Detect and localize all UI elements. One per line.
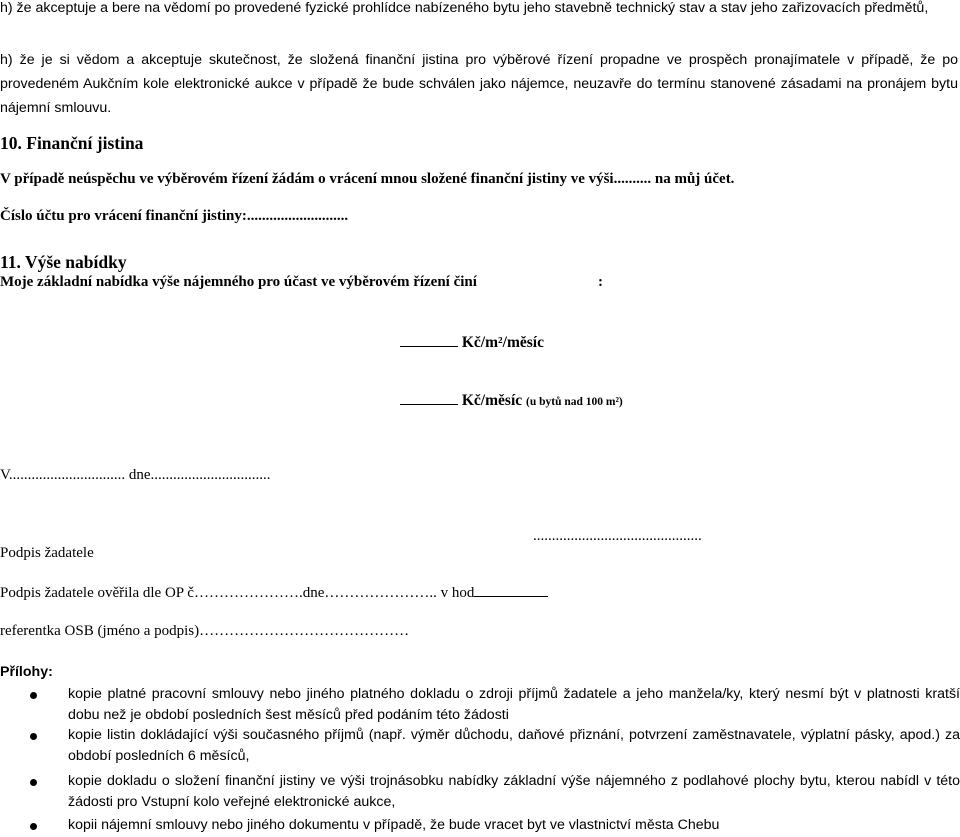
- list-item: kopie platné pracovní smlouvy nebo jiného platného dokladu o zdroji příjmů žadatele a jeho manžela/ky, který nesmí být v platnosti kratší dobu než je období posledních šest měsíců před podáním této žádosti: [68, 684, 960, 726]
- bullet-icon: [30, 692, 37, 699]
- refund-request: [0, 171, 734, 188]
- offer-text: Moje základní nabídka výše nájemného pro účast ve výběrovém řízení činí: [0, 274, 477, 290]
- attachments-heading: Přílohy:: [0, 664, 53, 680]
- list-item: kopie dokladu o složení finanční jistiny ve výši trojnásobku nabídky základní výše nájemného z podlahové plochy bytu, kterou nabídl v této žádosti pro Vstupní kolo veřejné elektronické aukce,: [68, 771, 960, 813]
- verified-date-label: .dne: [298, 585, 325, 601]
- offer-per-month-field[interactable]: [400, 390, 458, 405]
- refund-amount-field[interactable]: ..........: [613, 171, 652, 187]
- offer-colon: :: [598, 274, 603, 290]
- referent-line: [0, 623, 409, 640]
- place-date-line: [0, 467, 271, 484]
- list-item: kopie listin dokládající výši současného příjmů (např. výměr důchodu, daňové přiznání, potvrzení zaměstnavatele, výplatní pásky, apod.) za období posledních 6 měsíců,: [68, 725, 960, 767]
- offer-per-m2-line: [400, 332, 544, 352]
- offer-per-month-line: [400, 390, 623, 410]
- unit-per-m2: Kč/m²/měsíc: [461, 334, 544, 351]
- list-item: kopii nájemní smlouvy nebo jiného dokumentu v případě, že bude vracet byt ve vlastnictví města Chebu: [68, 815, 960, 836]
- referent-name-field[interactable]: ……………………………………: [199, 623, 410, 639]
- place-date-text[interactable]: V............................... dne................................: [0, 467, 271, 483]
- referent-label: referentka OSB (jméno a podpis): [0, 623, 200, 639]
- verified-prefix: Podpis žadatele ověřila dle OP č: [0, 585, 194, 601]
- account-number-field[interactable]: ...........................: [246, 208, 349, 224]
- bullet-icon: [30, 733, 37, 740]
- refund-end: na můj účet.: [654, 171, 735, 187]
- id-number-field[interactable]: …………………: [193, 585, 299, 601]
- applicant-signature-label: Podpis žadatele: [0, 545, 94, 561]
- verified-date-field[interactable]: …………………..: [324, 585, 437, 601]
- unit-per-month: Kč/měsíc: [461, 392, 523, 409]
- verified-hour-field[interactable]: [474, 584, 548, 597]
- offer-per-m2-field[interactable]: [400, 332, 458, 347]
- bullet-icon: [30, 823, 37, 830]
- condition-h-deposit: h) že je si vědom a akceptuje skutečnost, že složená finanční jistina pro výběrové řízení propadne ve prospěch pronajímatele v případě, že po provedeném Aukčním kole elektronické aukce v případě že bude schválen jako nájemce, neuzavře do termínu stanovené zásadami na pronájem bytu nájemní smlouvu.: [0, 52, 958, 116]
- bullet-icon: [30, 779, 37, 786]
- account-label: Číslo účtu pro vrácení finanční jistiny:: [0, 208, 247, 224]
- section-10-heading: 10. Finanční jistina: [0, 133, 144, 153]
- verified-hour-label: v hod: [440, 585, 475, 601]
- refund-text: V případě neúspěchu ve výběrovém řízení žádám o vrácení mnou složené finanční jistiny ve výši: [0, 171, 614, 187]
- verification-line: [0, 584, 548, 602]
- unit-per-month-note: (u bytů nad 100 m²): [526, 396, 623, 408]
- signature-field[interactable]: .............................................: [533, 528, 702, 544]
- condition-h-continuation: h) že akceptuje a bere na vědomí po provedené fyzické prohlídce nabízeného bytu jeho stavebně technický stav a stav jeho zařizovacích předmětů,: [0, 0, 929, 16]
- account-number-line: [0, 208, 348, 225]
- section-11-heading: 11. Výše nabídky: [0, 252, 127, 272]
